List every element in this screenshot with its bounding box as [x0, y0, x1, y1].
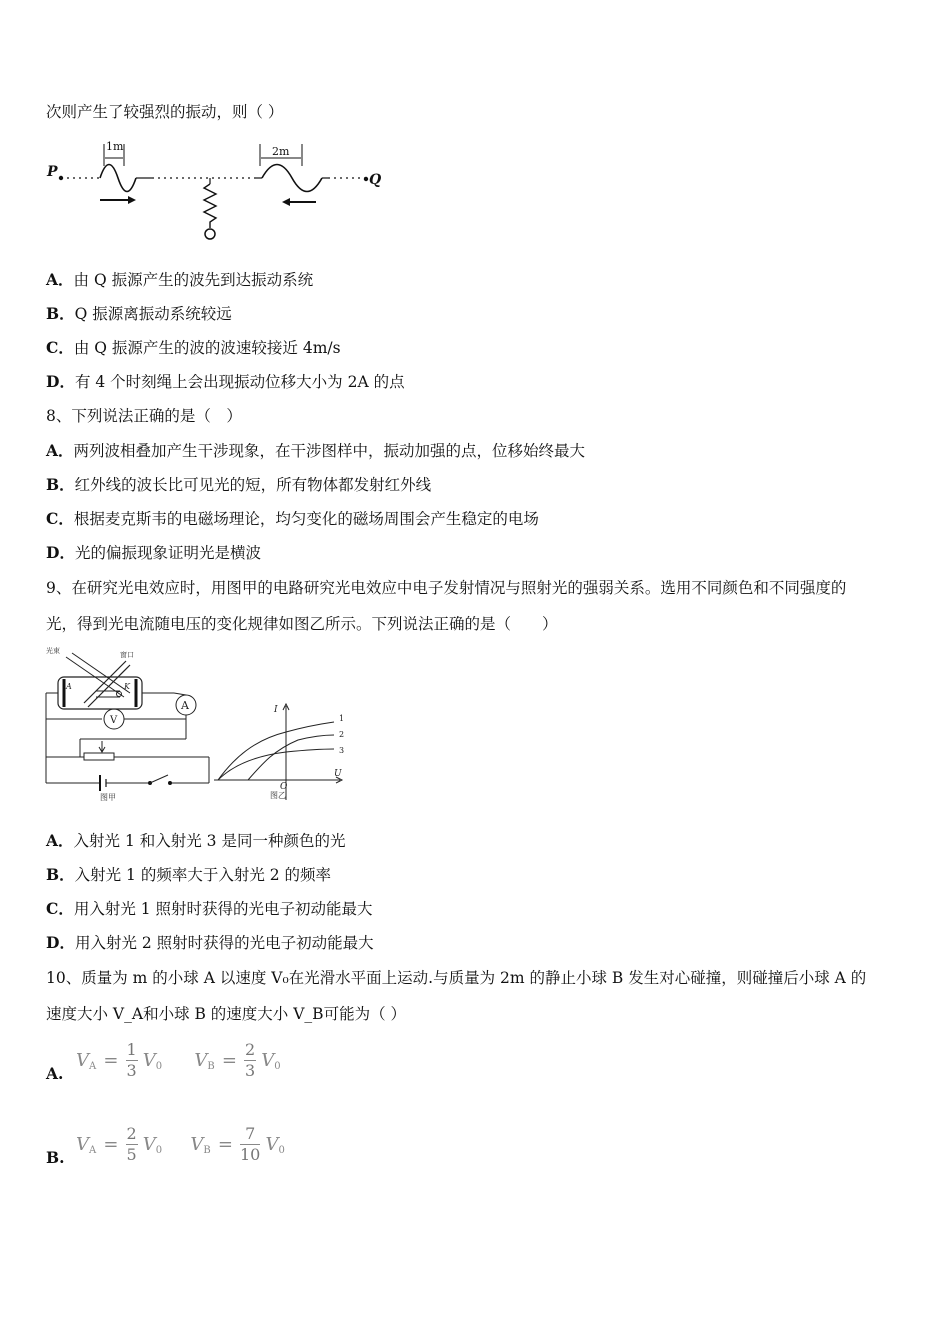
q7-stem-tail: 次则产生了较强烈的振动，则（ ） — [46, 103, 284, 121]
q7-option-d: D．有 4 个时刻绳上会出现振动位移大小为 2A 的点 — [46, 372, 405, 391]
q9-circuit-figure — [44, 645, 219, 803]
q10-stem-line1: 10、质量为 m 的小球 A 以速度 V₀在光滑水平面上运动.与质量为 2m 的静止小球 B 发生对心碰撞，则碰撞后小球 A 的 — [46, 969, 867, 987]
q8-option-a: A．两列波相叠加产生干涉现象，在干涉图样中，振动加强的点，位移始终最大 — [46, 441, 586, 460]
caption-yi: 图乙 — [270, 791, 286, 800]
label-q: Q — [369, 172, 382, 188]
va-fraction-b: $\frac{2}{5}$ — [126, 1124, 137, 1164]
q10-stem-line2: 速度大小 V_A和小球 B 的速度大小 V_B可能为（ ） — [46, 1005, 406, 1023]
label-p: P — [47, 164, 58, 180]
q8-stem: 8、下列说法正确的是（ ） — [46, 407, 242, 425]
axis-u-label: U — [334, 769, 342, 779]
curve-1-label: 1 — [339, 714, 345, 723]
voltmeter-label: V — [110, 715, 118, 726]
q10-option-a-formula: $V_A$ = $\frac{1}{3}$ $V_0$ $V_B$ = $\frac{2}{3}$ $V_0$ — [76, 1040, 281, 1080]
q7-option-b: B．Q 振源离振动系统较远 — [46, 304, 232, 323]
q7-wave-figure — [44, 136, 389, 248]
vb-fraction-b: $\frac{7}{10}$ — [240, 1124, 261, 1164]
curve-1 — [218, 722, 334, 780]
label-window: 窗口 — [120, 651, 134, 659]
origin-label: O — [280, 782, 288, 792]
label-anode: A — [66, 682, 72, 691]
q8-option-b: B．红外线的波长比可见光的短，所有物体都发射红外线 — [46, 475, 432, 494]
q10-option-b-letter: B. — [46, 1148, 65, 1167]
label-2m: 2m — [272, 145, 290, 158]
q9-iu-graph — [214, 700, 354, 803]
q9-option-b: B．入射光 1 的频率大于入射光 2 的频率 — [46, 865, 332, 884]
vb-fraction-a: $\frac{2}{3}$ — [245, 1040, 256, 1080]
q10-option-b-formula: $V_A$ = $\frac{2}{5}$ $V_0$ $V_B$ = $\frac{7}{10}$ $V_0$ — [76, 1124, 285, 1164]
axis-i-label: I — [274, 705, 278, 715]
label-1m: 1m — [106, 140, 124, 153]
q8-option-d: D．光的偏振现象证明光是横波 — [46, 543, 261, 562]
q8-option-c: C．根据麦克斯韦的电磁场理论，均匀变化的磁场周围会产生稳定的电场 — [46, 509, 539, 528]
caption-jia: 图甲 — [100, 793, 116, 802]
va-fraction-a: $\frac{1}{3}$ — [126, 1040, 137, 1080]
curve-2-label: 2 — [339, 730, 345, 739]
q9-stem-line1: 9、在研究光电效应时，用图甲的电路研究光电效应中电子发射情况与照射光的强弱关系。选用不同颜色和不同强度的 — [46, 579, 847, 597]
q9-option-d: D．用入射光 2 照射时获得的光电子初动能最大 — [46, 933, 374, 952]
q9-stem-line2: 光，得到光电流随电压的变化规律如图乙所示。下列说法正确的是（ ） — [46, 615, 558, 633]
curve-3 — [218, 749, 334, 780]
q7-option-c: C．由 Q 振源产生的波的波速较接近 4m/s — [46, 338, 341, 357]
q9-option-a: A．入射光 1 和入射光 3 是同一种颜色的光 — [46, 831, 346, 850]
label-cathode: K — [124, 682, 130, 691]
q9-option-c: C．用入射光 1 照射时获得的光电子初动能最大 — [46, 899, 373, 918]
q10-option-a-letter: A. — [46, 1064, 64, 1083]
curve-3-label: 3 — [339, 746, 345, 755]
q7-option-a: A．由 Q 振源产生的波先到达振动系统 — [46, 270, 314, 289]
label-beam: 光束 — [46, 647, 60, 655]
ammeter-label: A — [181, 699, 189, 712]
